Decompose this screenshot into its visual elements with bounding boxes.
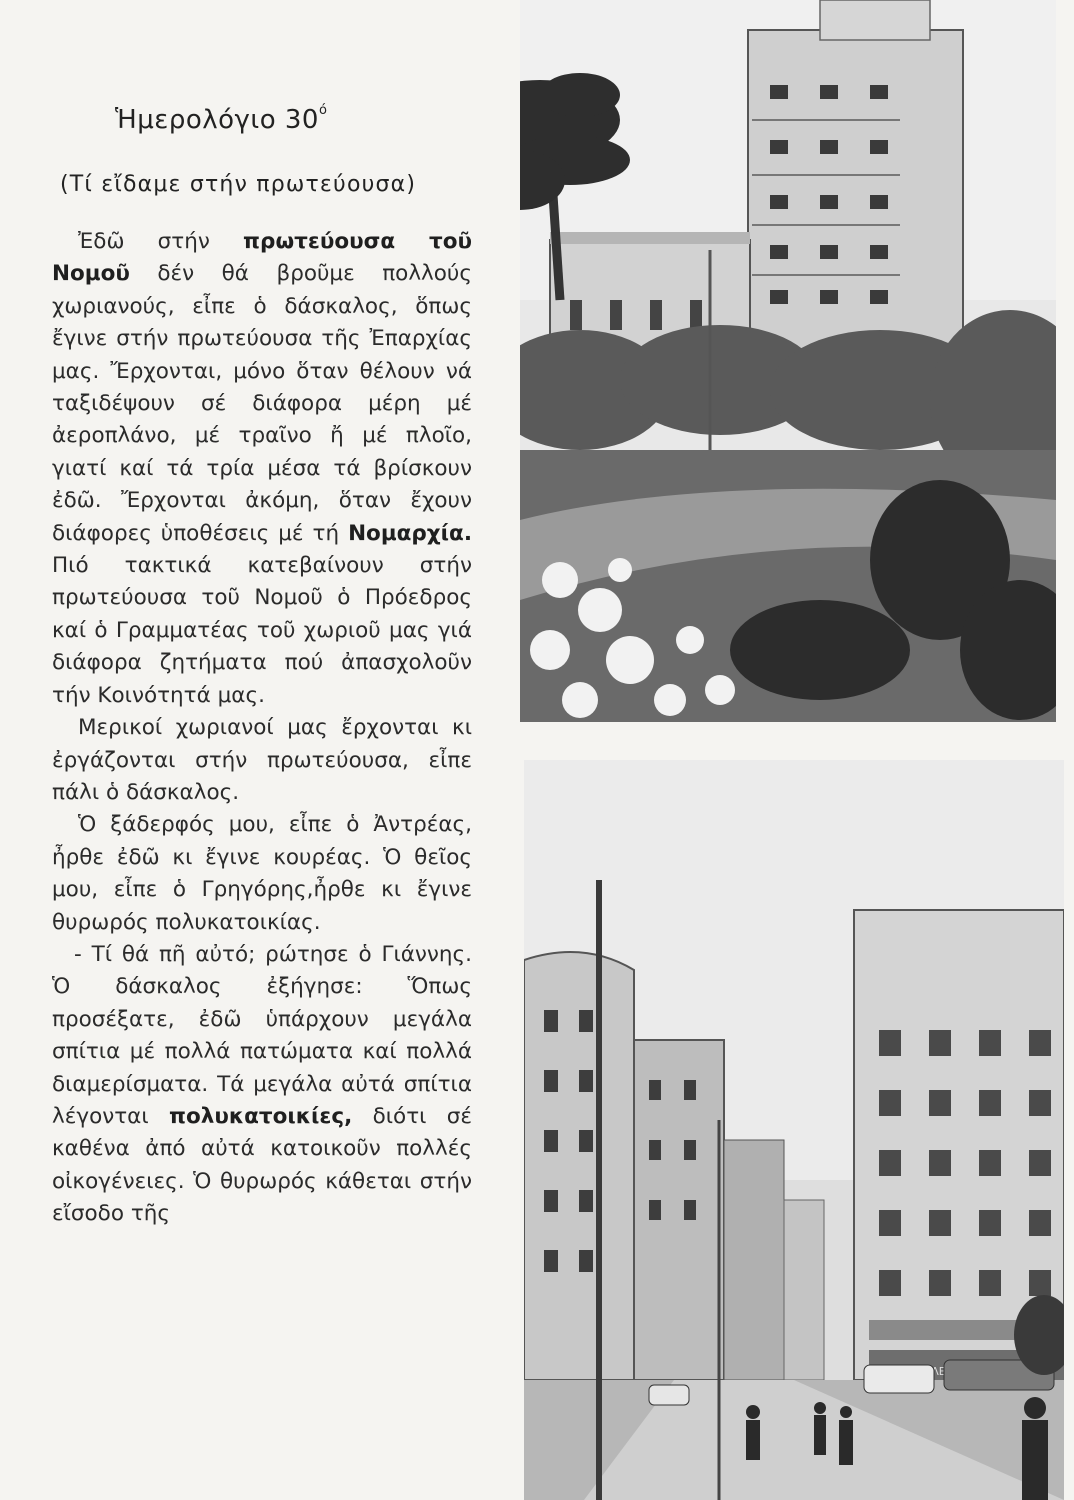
photo-street-illustration (524, 760, 1064, 1500)
paragraph-3: Ὁ ξάδερφός μου, εἶπε ὁ Ἀντρέας, ἦρθε ἐδῶ κι ἔγινε κουρέας. Ὁ θεῖος μου, εἶπε ὁ Γρηγόρης,ἦρθε κι ἔγινε θυρωρός πολυκατοικίας. (52, 812, 472, 935)
page-subtitle: (Τί εἴδαμε στήν πρωτεύουσα) (60, 172, 417, 197)
photo-city-street (524, 760, 1064, 1500)
paragraph-4: - Τί θά πῆ αὐτό; ρώτησε ὁ Γιάννης. Ὁ δάσκαλος ἐξήγησε: Ὅπως προσέξατε, ἐδῶ ὑπάρχουν μεγάλα σπίτια μέ πολλά πατώματα καί πολλά διαμερίσματα. Τά μεγάλα αὐτά σπίτια λέγονται πολυκατοικίες, διότι σέ καθένα ἀπό αὐτά κατοικοῦν πολλές οἰκογένειες. Ὁ θυρωρός κάθεται στήν εἴσοδο τῆς (52, 941, 472, 1227)
article-body (52, 226, 472, 1231)
photo-garden-illustration (520, 0, 1056, 722)
paragraph-1: Ἐδῶ στήν πρωτεύουσα τοῦ Νομοῦ δέν θά βροῦμε πολλούς χωριανούς, εἶπε ὁ δάσκαλος, ὅπως ἔγινε στήν πρωτεύουσα τῆς Ἐπαρχίας μας. Ἔρχονται, μόνο ὅταν θέλουν νά ταξιδέψουν σέ διάφορα μέρη μέ ἀεροπλάνο, μέ τραῖνο ἤ μέ πλοῖο, γιατί καί τά τρία μέσα τά βρίσκουν ἐδῶ. Ἔρχονται ἀκόμη, ὅταν ἔχουν διάφορες ὑποθέσεις μέ τή Νομαρχία. Πιό τακτικά κατεβαίνουν στήν πρωτεύουσα τοῦ Νομοῦ ὁ Πρόεδρος καί ὁ Γραμματέας τοῦ χωριοῦ μας γιά διάφορα ζητήματα πού ἀπασχολοῦν τήν Κοινότητά μας. (52, 229, 472, 708)
page-title: Ἡμερολόγιο $30^ό$ (115, 103, 328, 135)
photo-city-square-garden (520, 0, 1056, 722)
paragraph-2: Μερικοί χωριανοί μας ἔρχονται κι ἐργάζονται στήν πρωτεύουσα, εἶπε πάλι ὁ δάσκαλος. (52, 715, 472, 805)
